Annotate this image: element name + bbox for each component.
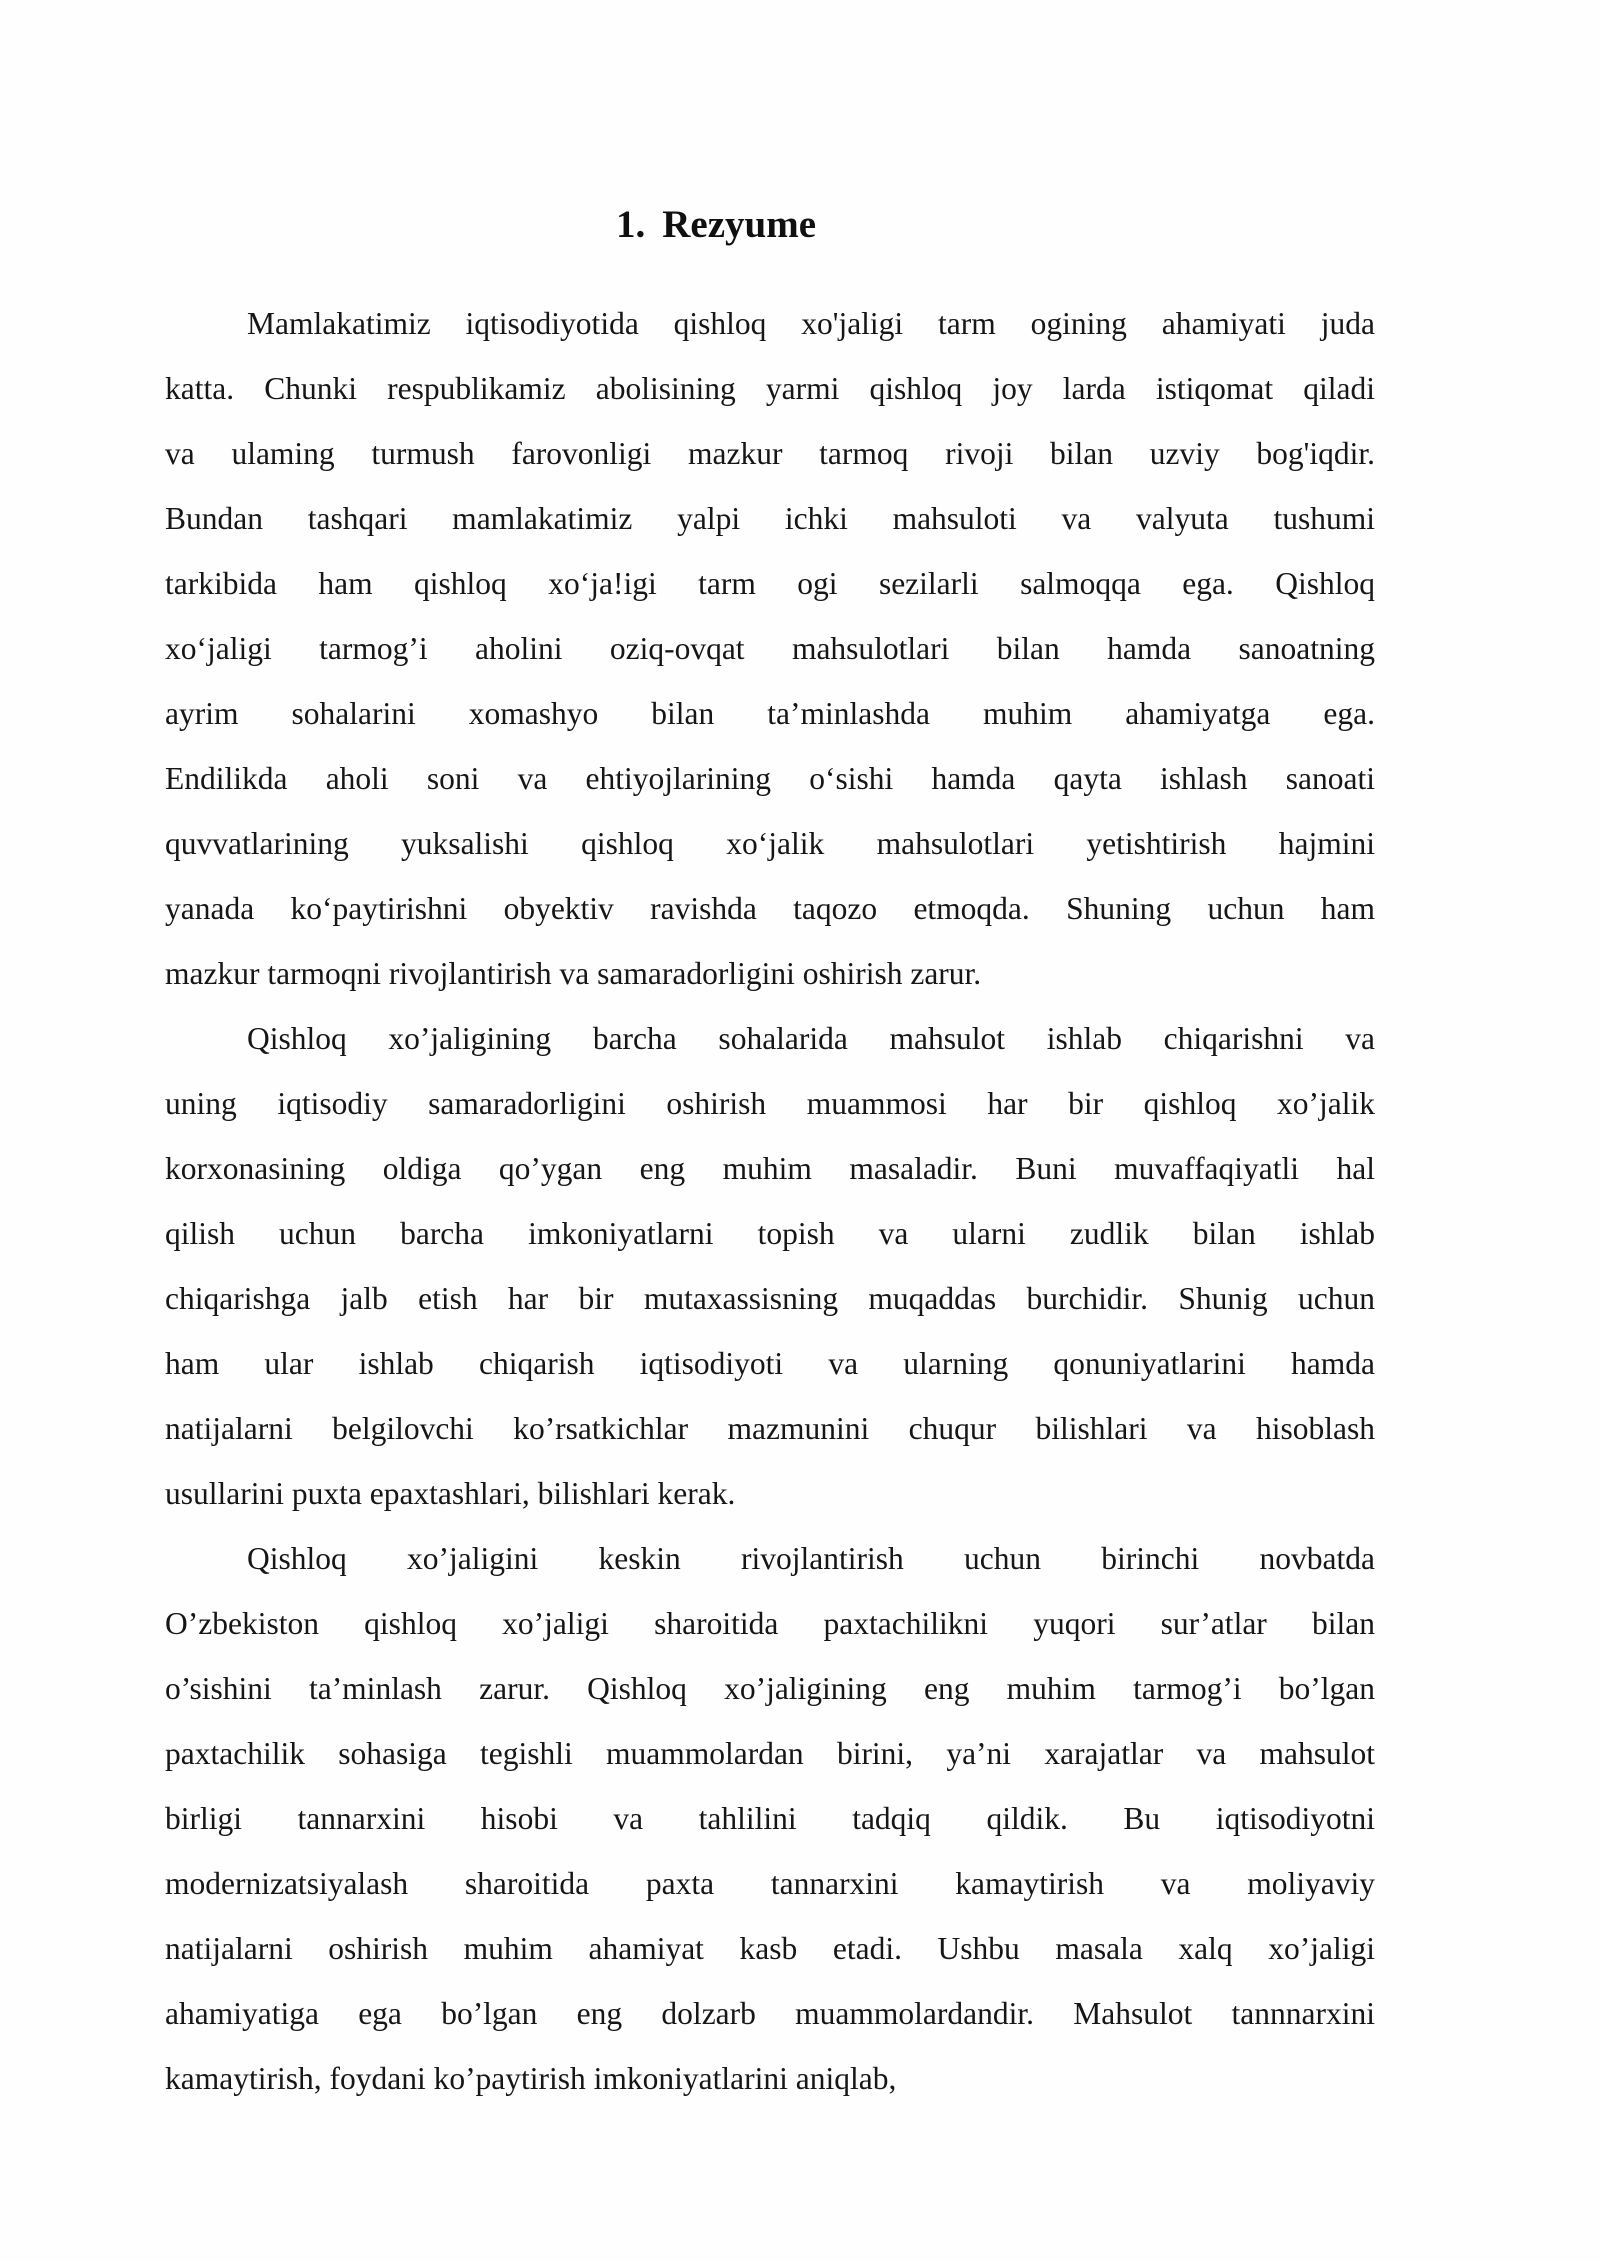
text-line: kamaytirish, foydani ko’paytirish imkoniyatlarini aniqlab, (165, 2061, 897, 2096)
text-line: yanada ko‘paytirishni obyektiv ravishda taqozo etmoqda. Shuning uchun ham (165, 891, 1375, 926)
paragraph (165, 1526, 1375, 2111)
text-line: natijalarni belgilovchi ko’rsatkichlar mazmunini chuqur bilishlari va hisoblash (165, 1411, 1375, 1446)
section-heading (111, 203, 1321, 247)
text-line: uning iqtisodiy samaradorligini oshirish muammosi har bir qishloq xo’jalik (165, 1086, 1375, 1121)
text-line: quvvatlarining yuksalishi qishloq xo‘jalik mahsulotlari yetishtirish hajmini (165, 826, 1375, 861)
heading-title: Rezyume (662, 203, 817, 246)
text-line: Qishloq xo’jaligini keskin rivojlantirish uchun birinchi novbatda (247, 1541, 1375, 1576)
text-line: usullarini puxta epaxtashlari, bilishlari kerak. (165, 1476, 736, 1511)
text-line: qilish uchun barcha imkoniyatlarni topish va ularni zudlik bilan ishlab (165, 1216, 1375, 1251)
text-line: Mamlakatimiz iqtisodiyotida qishloq xo'jaligi tarm ogining ahamiyati juda (247, 306, 1375, 341)
text-line: mazkur tarmoqni rivojlantirish va samaradorligini oshirish zarur. (165, 956, 982, 991)
text-line: ayrim sohalarini xomashyo bilan ta’minlashda muhim ahamiyatga ega. (165, 696, 1375, 731)
text-line: katta. Chunki respublikamiz abolisining yarmi qishloq joy larda istiqomat qiladi (165, 371, 1375, 406)
text-line: Qishloq xo’jaligining barcha sohalarida mahsulot ishlab chiqarishni va (247, 1021, 1375, 1056)
text-line: chiqarishga jalb etish har bir mutaxassisning muqaddas burchidir. Shunig uchun (165, 1281, 1375, 1316)
text-line: va ulaming turmush farovonligi mazkur tarmoq rivoji bilan uzviy bog'iqdir. (165, 436, 1375, 471)
text-line: natijalarni oshirish muhim ahamiyat kasb etadi. Ushbu masala xalq xo’jaligi (165, 1931, 1375, 1966)
document-body (165, 291, 1375, 2111)
text-line: paxtachilik sohasiga tegishli muammolardan birini, ya’ni xarajatlar va mahsulot (165, 1736, 1375, 1771)
paragraph (165, 1006, 1375, 1526)
text-line: modernizatsiyalash sharoitida paxta tannarxini kamaytirish va moliyaviy (165, 1866, 1375, 1901)
text-line: O’zbekiston qishloq xo’jaligi sharoitida paxtachilikni yuqori sur’atlar bilan (165, 1606, 1375, 1641)
text-line: ahamiyatiga ega bo’lgan eng dolzarb muammolardandir. Mahsulot tannnarxini (165, 1996, 1375, 2031)
text-line: korxonasining oldiga qo’ygan eng muhim masaladir. Buni muvaffaqiyatli hal (165, 1151, 1375, 1186)
text-line: ham ular ishlab chiqarish iqtisodiyoti va ularning qonuniyatlarini hamda (165, 1346, 1375, 1381)
text-line: birligi tannarxini hisobi va tahlilini tadqiq qildik. Bu iqtisodiyotni (165, 1801, 1375, 1836)
paragraph (165, 291, 1375, 1006)
text-line: Endilikda aholi soni va ehtiyojlarining o‘sishi hamda qayta ishlash sanoati (165, 761, 1375, 796)
text-line: tarkibida ham qishloq xo‘ja!igi tarm ogi sezilarli salmoqqa ega. Qishloq (165, 566, 1375, 601)
heading-number: 1. (615, 203, 646, 246)
text-line: Bundan tashqari mamlakatimiz yalpi ichki mahsuloti va valyuta tushumi (165, 501, 1375, 536)
text-line: xo‘jaligi tarmog’i aholini oziq-ovqat mahsulotlari bilan hamda sanoatning (165, 631, 1375, 666)
text-line: o’sishini ta’minlash zarur. Qishloq xo’jaligining eng muhim tarmog’i bo’lgan (165, 1671, 1375, 1706)
